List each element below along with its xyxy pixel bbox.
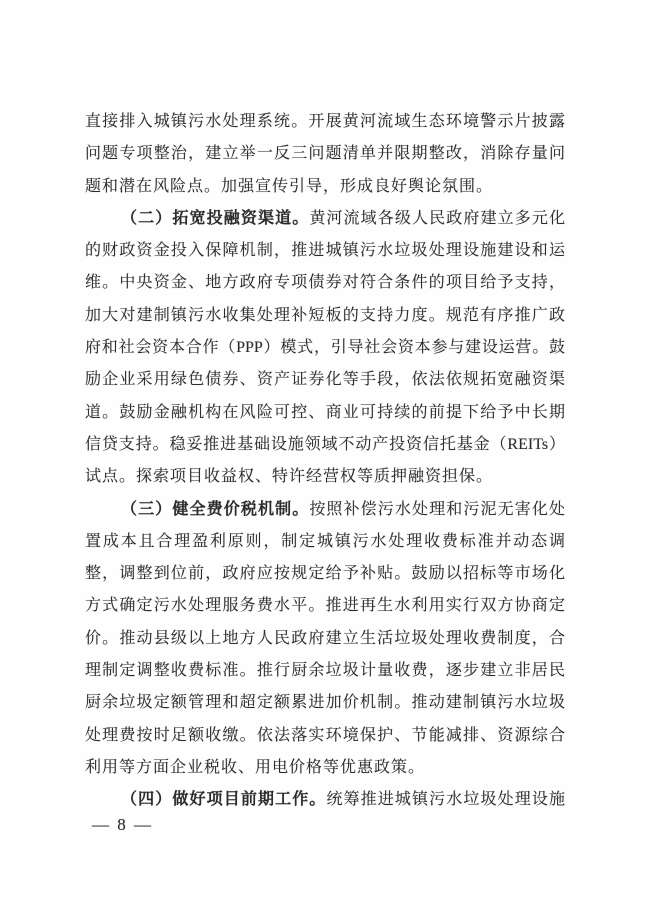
document-text (85, 106, 565, 817)
text-line (85, 752, 565, 784)
text-line (85, 364, 565, 396)
section-heading: （三）健全费价税机制。 (121, 500, 310, 518)
body-text: 价。推动县级以上地方人民政府建立生活垃圾处理收费制度，合 (85, 629, 565, 647)
text-line (85, 106, 565, 138)
body-text: 整，调整到位前，政府应按规定给予补贴。鼓励以招标等市场化 (85, 565, 565, 583)
section-heading: （二）拓宽投融资渠道。 (121, 209, 310, 227)
text-line (85, 171, 565, 203)
body-text: 按照补偿污水处理和污泥无害化处 (309, 500, 565, 518)
body-text: 统筹推进城镇污水垃圾处理设施 (326, 791, 565, 809)
body-text: 维。中央资金、地方政府专项债券对符合条件的项目给予支持， (85, 274, 565, 292)
text-line (85, 267, 565, 299)
text-line (85, 655, 565, 687)
body-text: 处理费按时足额收缴。依法落实环境保护、节能减排、资源综合 (85, 726, 565, 744)
body-text: 的财政资金投入保障机制，推进城镇污水垃圾处理设施建设和运 (85, 242, 565, 260)
text-line (85, 687, 565, 719)
text-line (85, 461, 565, 493)
text-line (85, 720, 565, 752)
body-text: 试点。探索项目收益权、特许经营权等质押融资担保。 (85, 468, 494, 486)
body-text: 道。鼓励金融机构在风险可控、商业可持续的前提下给予中长期 (85, 403, 565, 421)
text-line (85, 784, 565, 816)
text-line (85, 558, 565, 590)
section-heading: （四）做好项目前期工作。 (121, 791, 327, 809)
body-text: 理制定调整收费标准。推行厨余垃圾计量收费，逐步建立非居民 (85, 662, 565, 680)
body-text: 厨余垃圾定额管理和超定额累进加价机制。推动建制镇污水垃圾 (85, 694, 565, 712)
page-number: — 8 — (92, 815, 153, 834)
text-line (85, 429, 565, 461)
body-text: 方式确定污水处理服务费水平。推进再生水利用实行双方协商定 (85, 597, 565, 615)
body-text: 黄河流域各级人民政府建立多元化 (309, 209, 565, 227)
body-text: 直接排入城镇污水处理系统。开展黄河流域生态环境警示片披露 (85, 113, 565, 130)
text-line (85, 300, 565, 332)
text-line (85, 332, 565, 364)
body-text: 励企业采用绿色债券、资产证券化等手段，依法依规拓宽融资渠 (85, 371, 565, 389)
body-text: 题和潜在风险点。加强宣传引导，形成良好舆论氛围。 (85, 177, 494, 195)
body-text: 府和社会资本合作（PPP）模式，引导社会资本参与建设运营。鼓 (85, 339, 565, 357)
text-line (85, 203, 565, 235)
text-line (85, 235, 565, 267)
body-text: 置成本且合理盈利原则，制定城镇污水处理收费标准并动态调 (85, 532, 565, 550)
text-line (85, 138, 565, 170)
text-line (85, 623, 565, 655)
text-line (85, 526, 565, 558)
body-text: 问题专项整治，建立举一反三问题清单并限期整改，消除存量问 (85, 145, 565, 163)
text-line (85, 494, 565, 526)
body-text: 利用等方面企业税收、用电价格等优惠政策。 (85, 758, 426, 776)
body-text: 信贷支持。稳妥推进基础设施领域不动产投资信托基金（REITs） (85, 435, 565, 453)
text-line (85, 590, 565, 622)
body-text: 加大对建制镇污水收集处理补短板的支持力度。规范有序推广政 (85, 306, 565, 324)
text-line (85, 397, 565, 429)
